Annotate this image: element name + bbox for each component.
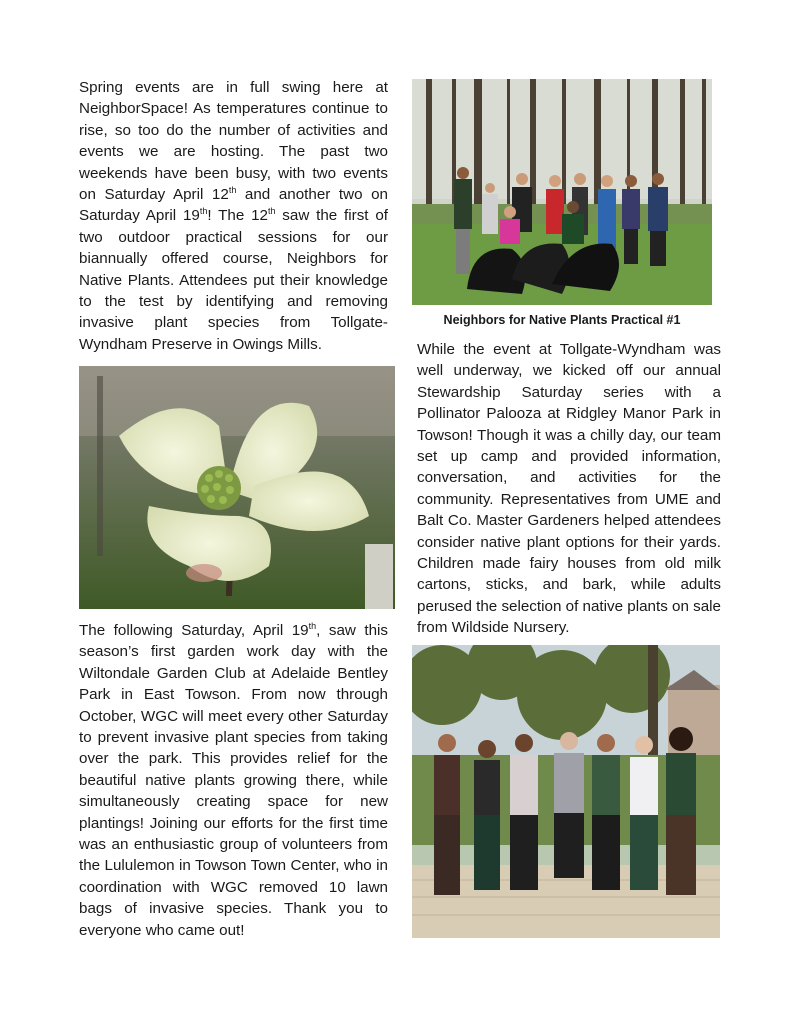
- photo-caption: Neighbors for Native Plants Practical #1: [443, 313, 681, 327]
- volunteer-group-photo: [412, 645, 720, 938]
- native-plants-practical-photo: [412, 79, 712, 305]
- workday-paragraph: The following Saturday, April 19th, saw this season’s first garden work day with the Wiltondale Garden Club at Adelaide Bentley Park in East Towson. From now through October, WGC will meet every other Saturday to prevent invasive plant species from taking over the park. This provides relief for the beautiful native plants growing there, while simultaneously creating space for new plantings! Joining our efforts for the first time was an enthusiastic group of volunteers from the Lululemon in Towson Town Center, who in coordination with WGC removed 10 lawn bags of invasive species. Thank you to everyone who came out!: [79, 620, 388, 939]
- dogwood-flower-photo: [79, 366, 395, 609]
- pollinator-paragraph: While the event at Tollgate-Wyndham was well underway, we kicked off our annual Stewardship Saturday series with a Pollinator Palooza at Ridgley Manor Park in Towson! Though it was a chilly day, our team set up camp and provided information, conversation, and activities for the community. Representatives from UME and Balt Co. Master Gardeners helped attendees consider native plant options for their yards. Children made fairy houses from old milk cartons, sticks, and bark, while adults perused the selection of native plants on sale from Wildside Nursery.: [417, 341, 721, 637]
- right-column-text: [417, 339, 721, 639]
- left-column-top: [79, 77, 388, 355]
- left-column-bottom: [79, 620, 388, 941]
- intro-paragraph: Spring events are in full swing here at NeighborSpace! As temperatures continue to rise, so too do the number of activities and events we are hosting. The past two weekends have been busy, with two events on Saturday April 12th and another two on Saturday April 19th! The 12th saw the first of two outdoor practical sessions for our biannually offered course, Neighbors for Native Plants. Attendees put their knowledge to the test by identifying and removing invasive plant species from Tollgate-Wyndham Preserve in Owings Mills.: [79, 79, 388, 353]
